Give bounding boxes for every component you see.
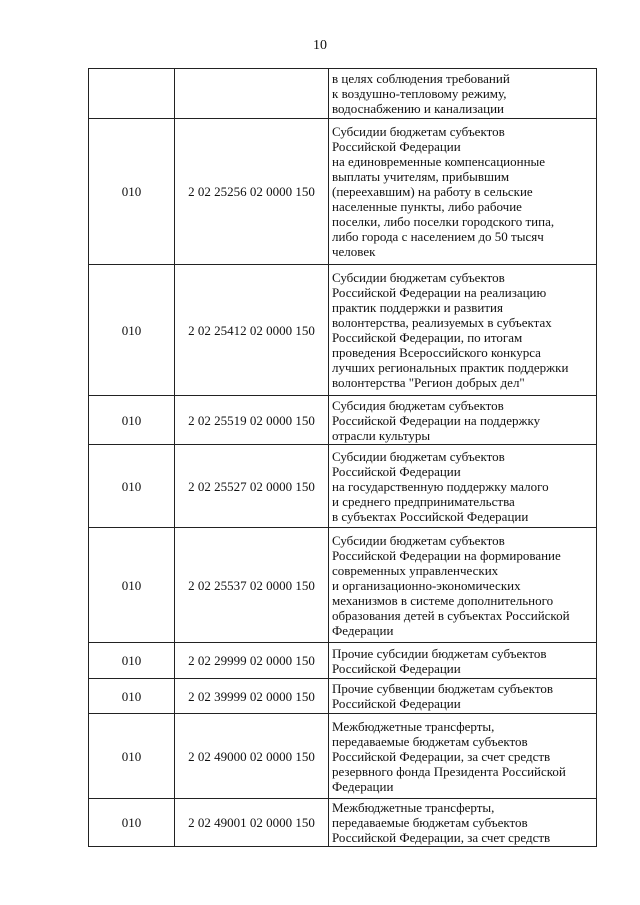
budget-code-cell: 2 02 29999 02 0000 150 <box>175 643 329 679</box>
table-row <box>89 265 597 396</box>
description-line: волонтерства "Регион добрых дел" <box>332 375 525 390</box>
table-row <box>89 69 597 119</box>
description-line: отрасли культуры <box>332 427 431 443</box>
description-line: Российской Федерации <box>332 139 461 154</box>
description-line: Российской Федерации, за счет средств <box>332 830 551 845</box>
admin-code-cell: 010 <box>89 799 175 847</box>
description-line: Межбюджетные трансферты, <box>332 718 495 734</box>
admin-code-cell: 010 <box>89 445 175 528</box>
description-cell <box>329 643 597 679</box>
table-row <box>89 679 597 714</box>
description-line: образования детей в субъектах Российской <box>332 607 570 623</box>
admin-code-cell: 010 <box>89 265 175 396</box>
description-line: проведения Всероссийского конкурса <box>332 345 541 360</box>
budget-code-cell: 2 02 49001 02 0000 150 <box>175 799 329 847</box>
description-line: водоснабжению и канализации <box>332 101 505 116</box>
table-body <box>89 69 597 847</box>
description-line: поселки, либо поселки городского типа, <box>332 214 555 229</box>
budget-code-cell: 2 02 39999 02 0000 150 <box>175 679 329 714</box>
description-line: к воздушно-тепловому режиму, <box>332 86 507 101</box>
description-line: и организационно-экономических <box>332 577 521 593</box>
description-line: Федерации <box>332 778 394 794</box>
admin-code-cell: 010 <box>89 679 175 714</box>
description-line: Прочие субвенции бюджетам субъектов <box>332 681 553 696</box>
description-line: человек <box>332 244 376 259</box>
description-cell <box>329 69 597 119</box>
description-line: либо города с населением до 50 тысяч <box>332 229 544 244</box>
admin-code-cell <box>89 69 175 119</box>
description-line: Российской Федерации на поддержку <box>332 412 541 428</box>
description-cell <box>329 714 597 799</box>
admin-code-cell: 010 <box>89 714 175 799</box>
admin-code-cell: 010 <box>89 643 175 679</box>
description-line: выплаты учителям, прибывшим <box>332 169 510 184</box>
description-line: на государственную поддержку малого <box>332 478 549 494</box>
table-row <box>89 445 597 528</box>
description-line: передаваемые бюджетам субъектов <box>332 733 528 749</box>
description-line: Прочие субсидии бюджетам субъектов <box>332 645 547 661</box>
description-line: и среднего предпринимательства <box>332 493 515 509</box>
description-line: в целях соблюдения требований <box>332 71 510 86</box>
description-cell <box>329 679 597 714</box>
description-line: современных управленческих <box>332 562 499 578</box>
description-cell <box>329 528 597 643</box>
description-line: Субсидии бюджетам субъектов <box>332 532 505 548</box>
description-line: Субсидии бюджетам субъектов <box>332 124 505 139</box>
description-line: Федерации <box>332 622 394 638</box>
description-line: Субсидия бюджетам субъектов <box>332 397 504 413</box>
table-row <box>89 528 597 643</box>
description-line: Субсидии бюджетам субъектов <box>332 270 505 285</box>
description-cell <box>329 265 597 396</box>
description-line: в субъектах Российской Федерации <box>332 508 529 524</box>
description-line: волонтерства, реализуемых в субъектах <box>332 315 552 330</box>
description-line: практик поддержки и развития <box>332 300 503 315</box>
budget-code-cell <box>175 69 329 119</box>
admin-code-cell: 010 <box>89 119 175 265</box>
budget-code-cell: 2 02 25412 02 0000 150 <box>175 265 329 396</box>
table-row <box>89 643 597 679</box>
page-number: 10 <box>313 38 327 53</box>
admin-code-cell: 010 <box>89 528 175 643</box>
table-row <box>89 396 597 445</box>
description-line: Российской Федерации <box>332 696 461 711</box>
table-row <box>89 714 597 799</box>
table-row <box>89 799 597 847</box>
description-line: Российской Федерации <box>332 660 461 676</box>
description-line: механизмов в системе дополнительного <box>332 592 554 608</box>
description-line: на единовременные компенсационные <box>332 154 546 169</box>
description-cell <box>329 799 597 847</box>
description-line: Межбюджетные трансферты, <box>332 800 495 815</box>
table-row <box>89 119 597 265</box>
budget-code-cell: 2 02 25256 02 0000 150 <box>175 119 329 265</box>
description-cell <box>329 396 597 445</box>
description-line: Российской Федерации <box>332 463 461 479</box>
description-line: Российской Федерации на реализацию <box>332 285 547 300</box>
budget-classification-table <box>88 68 597 847</box>
description-line: резервного фонда Президента Российской <box>332 763 566 779</box>
description-cell <box>329 445 597 528</box>
description-line: Российской Федерации, за счет средств <box>332 748 551 764</box>
description-line: населенные пункты, либо рабочие <box>332 199 522 214</box>
description-line: Субсидии бюджетам субъектов <box>332 448 505 464</box>
admin-code-cell: 010 <box>89 396 175 445</box>
description-line: (переехавшим) на работу в сельские <box>332 184 533 199</box>
description-line: Российской Федерации на формирование <box>332 547 561 563</box>
description-line: Российской Федерации, по итогам <box>332 330 523 345</box>
description-line: передаваемые бюджетам субъектов <box>332 815 528 830</box>
description-line: лучших региональных практик поддержки <box>332 360 569 375</box>
budget-code-cell: 2 02 25519 02 0000 150 <box>175 396 329 445</box>
description-cell <box>329 119 597 265</box>
budget-code-cell: 2 02 25527 02 0000 150 <box>175 445 329 528</box>
budget-code-cell: 2 02 25537 02 0000 150 <box>175 528 329 643</box>
budget-code-cell: 2 02 49000 02 0000 150 <box>175 714 329 799</box>
